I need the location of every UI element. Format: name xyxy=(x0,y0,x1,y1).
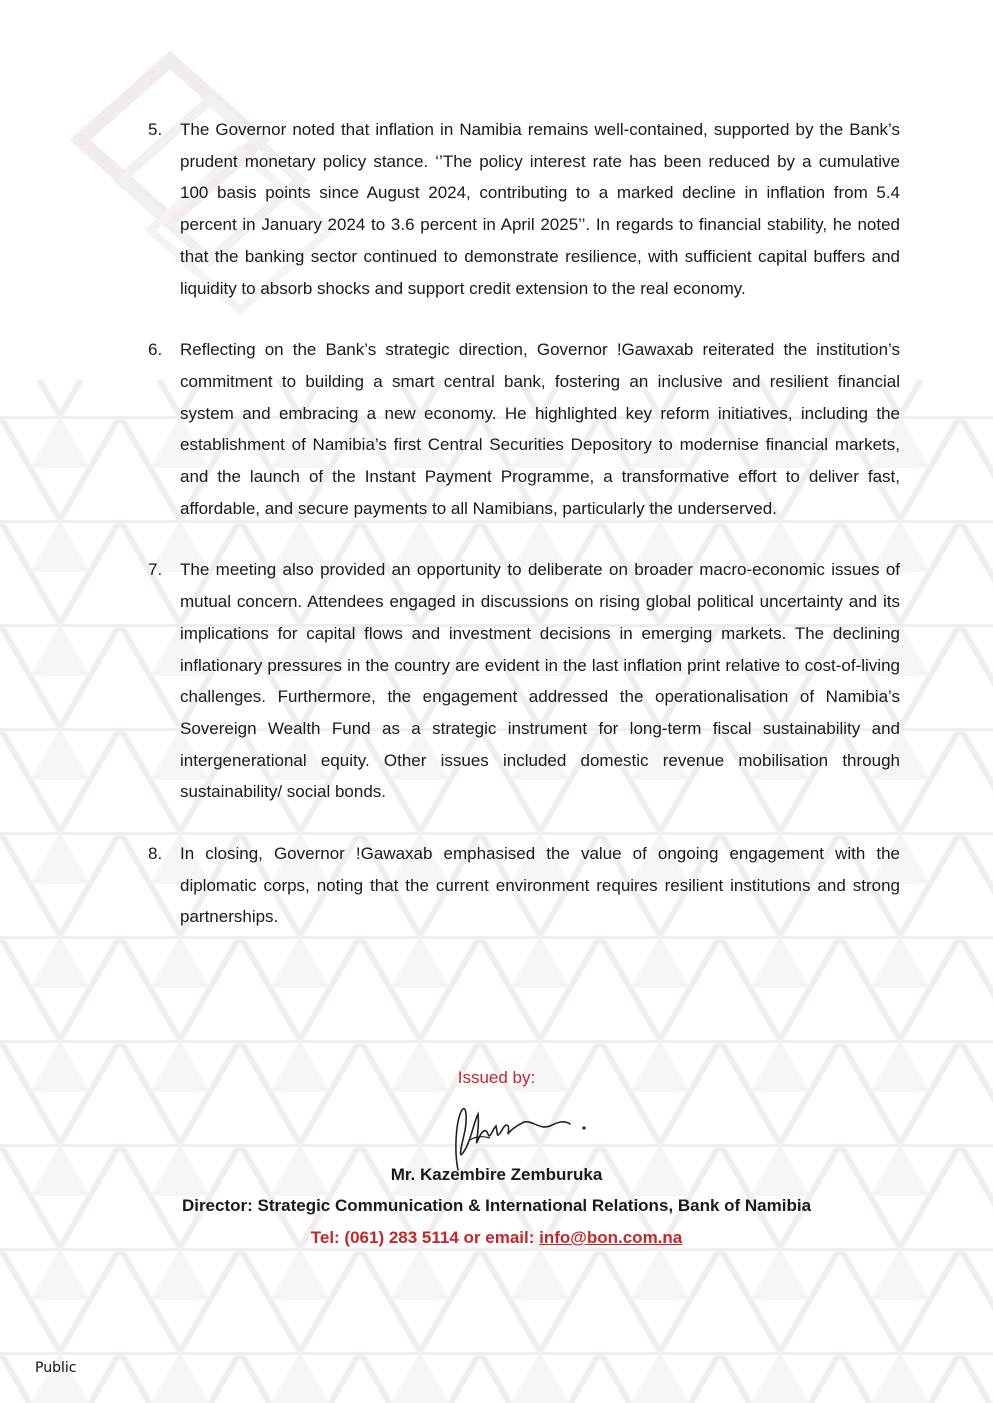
paragraph-text: The meeting also provided an opportunity to deliberate on broader macro-economic issues of mutual concern. Attendees engaged in discussions on rising global political uncertainty and its implications for capital flows and investment decisions in emerging markets. The declining inflationary pressures in the country are evident in the last inflation print relative to cost-of-living challenges. Furthermore, the engagement addressed the operationalisation of Namibia’s Sovereign Wealth Fund as a strategic instrument for long-term fiscal sustainability and intergenerational equity. Other issues included domestic revenue mobilisation through sustainability/ social bonds. xyxy=(180,560,900,802)
paragraph-text: The Governor noted that inflation in Namibia remains well-contained, supported by the Bank’s prudent monetary policy stance. ‘’The policy interest rate has been reduced by a cumulative 100 basis points since August 2024, contributing to a marked decline in inflation from 5.4 percent in January 2024 to 3.6 percent in April 2025’’. In regards to financial stability, he noted that the banking sector continued to demonstrate resilience, with sufficient capital buffers and liquidity to absorb shocks and support credit extension to the real economy. xyxy=(180,120,900,298)
paragraph-number: 5. xyxy=(148,120,163,139)
numbered-paragraph xyxy=(148,554,900,808)
paragraph-text: Reflecting on the Bank’s strategic direction, Governor !Gawaxab reiterated the institution’s commitment to building a smart central bank, fostering an inclusive and resilient financial system and embracing a new economy. He highlighted key reform initiatives, including the establishment of Namibia’s first Central Securities Depository to modernise financial markets, and the launch of the Instant Payment Programme, a transformative effort to deliver fast, affordable, and secure payments to all Namibians, particularly the underserved. xyxy=(180,340,900,518)
numbered-paragraph xyxy=(148,838,900,933)
contact-prefix: Tel: (061) 283 5114 or email: xyxy=(310,1228,540,1247)
issued-by-label: Issued by: xyxy=(457,1068,536,1087)
issuer-name: Mr. Kazembire Zemburuka xyxy=(390,1165,603,1184)
handwritten-signature xyxy=(440,1100,600,1180)
press-release-body xyxy=(148,114,900,963)
paragraph-number: 7. xyxy=(148,560,163,580)
email-link[interactable]: info@bon.com.na xyxy=(539,1228,683,1247)
paragraph-number: 6. xyxy=(148,340,163,360)
numbered-paragraph xyxy=(148,114,900,304)
issuer-title: Director: Strategic Communication & International Relations, Bank of Namibia xyxy=(181,1196,812,1215)
numbered-paragraph xyxy=(148,334,900,524)
classification-label: Public xyxy=(35,1360,77,1376)
paragraph-number: 8. xyxy=(148,844,163,864)
paragraph-text: In closing, Governor !Gawaxab emphasised the value of ongoing engagement with the diplomatic corps, noting that the current environment requires resilient institutions and strong partnerships. xyxy=(180,844,900,927)
contact-line xyxy=(0,1228,993,1248)
